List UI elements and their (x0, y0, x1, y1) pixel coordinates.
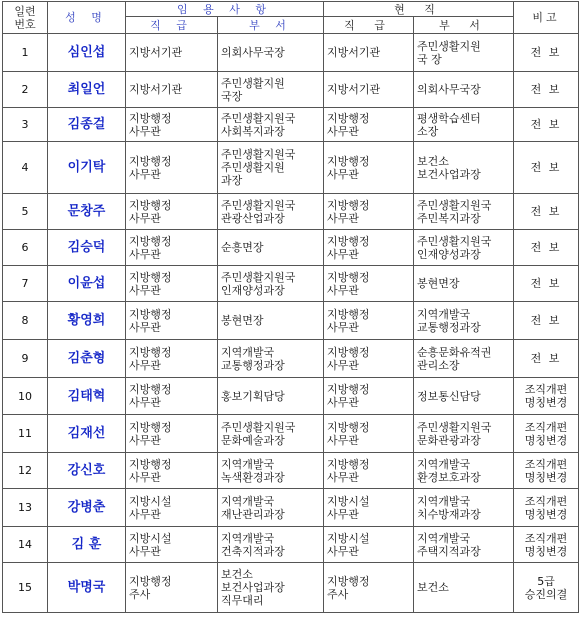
serial-number-cell: 2 (3, 72, 48, 108)
current-grade-cell: 지방행정 사무관 (324, 340, 414, 378)
note-cell: 5급 승진의결 (514, 563, 579, 613)
current-dept-cell: 주민생활지원국 인재양성과장 (414, 230, 514, 266)
header-note: 비고 (514, 2, 579, 34)
appointment-grade-cell: 지방행정 사무관 (126, 340, 218, 378)
current-grade-cell: 지방행정 사무관 (324, 142, 414, 194)
note-cell: 전 보 (514, 340, 579, 378)
table-row (3, 34, 579, 72)
appointment-dept-cell: 보건소 보건사업과장 직무대리 (218, 563, 324, 613)
table-row (3, 453, 579, 489)
appointment-dept-cell: 주민생활지원국 주민생활지원 과장 (218, 142, 324, 194)
header-appointment-grade: 직 급 (126, 17, 218, 34)
current-dept-cell: 의회사무국장 (414, 72, 514, 108)
note-cell: 전 보 (514, 142, 579, 194)
name-cell: 김승덕 (48, 230, 126, 266)
name-cell: 김태혁 (48, 378, 126, 415)
serial-number-cell: 5 (3, 194, 48, 230)
name-cell: 문창주 (48, 194, 126, 230)
table-row (3, 378, 579, 415)
appointment-grade-cell: 지방서기관 (126, 72, 218, 108)
appointment-dept-cell: 지역개발국 교통행정과장 (218, 340, 324, 378)
header-serial-number: 일련 번호 (3, 2, 48, 34)
appointment-grade-cell: 지방행정 사무관 (126, 302, 218, 340)
note-cell: 조직개편 명칭변경 (514, 415, 579, 453)
table-row (3, 72, 579, 108)
appointment-grade-cell: 지방행정 사무관 (126, 194, 218, 230)
table-row (3, 489, 579, 527)
appointment-grade-cell: 지방서기관 (126, 34, 218, 72)
header-appointment: 임 용 사 항 (126, 2, 324, 17)
current-dept-cell: 지역개발국 주택지적과장 (414, 527, 514, 563)
appointment-dept-cell: 지역개발국 녹색환경과장 (218, 453, 324, 489)
header-name: 성 명 (48, 2, 126, 34)
current-dept-cell: 지역개발국 치수방재과장 (414, 489, 514, 527)
serial-number-cell: 4 (3, 142, 48, 194)
current-dept-cell: 보건소 (414, 563, 514, 613)
serial-number-cell: 12 (3, 453, 48, 489)
current-grade-cell: 지방행정 사무관 (324, 302, 414, 340)
table-row (3, 340, 579, 378)
serial-number-cell: 3 (3, 108, 48, 142)
current-grade-cell: 지방서기관 (324, 34, 414, 72)
serial-number-cell: 7 (3, 266, 48, 302)
current-grade-cell: 지방시설 사무관 (324, 489, 414, 527)
personnel-table (2, 1, 579, 613)
current-dept-cell: 주민생활지원 국 장 (414, 34, 514, 72)
table-row (3, 302, 579, 340)
appointment-dept-cell: 봉현면장 (218, 302, 324, 340)
appointment-dept-cell: 지역개발국 건축지적과장 (218, 527, 324, 563)
table-row (3, 266, 579, 302)
name-cell: 황영희 (48, 302, 126, 340)
note-cell: 조직개편 명칭변경 (514, 489, 579, 527)
note-cell: 전 보 (514, 230, 579, 266)
name-cell: 심인섭 (48, 34, 126, 72)
current-dept-cell: 지역개발국 교통행정과장 (414, 302, 514, 340)
appointment-grade-cell: 지방행정 사무관 (126, 266, 218, 302)
serial-number-cell: 15 (3, 563, 48, 613)
appointment-dept-cell: 주민생활지원국 사회복지과장 (218, 108, 324, 142)
table-row (3, 415, 579, 453)
header-row-1 (3, 2, 579, 17)
appointment-grade-cell: 지방시설 사무관 (126, 489, 218, 527)
current-grade-cell: 지방행정 사무관 (324, 453, 414, 489)
serial-number-cell: 11 (3, 415, 48, 453)
name-cell: 박명국 (48, 563, 126, 613)
header-current-position: 현 직 (324, 2, 514, 17)
appointment-grade-cell: 지방행정 사무관 (126, 378, 218, 415)
note-cell: 전 보 (514, 302, 579, 340)
current-grade-cell: 지방행정 사무관 (324, 266, 414, 302)
appointment-dept-cell: 지역개발국 재난관리과장 (218, 489, 324, 527)
serial-number-cell: 10 (3, 378, 48, 415)
current-grade-cell: 지방행정 사무관 (324, 378, 414, 415)
current-grade-cell: 지방행정 사무관 (324, 230, 414, 266)
note-cell: 전 보 (514, 266, 579, 302)
current-dept-cell: 평생학습센터 소장 (414, 108, 514, 142)
note-cell: 조직개편 명칭변경 (514, 378, 579, 415)
appointment-grade-cell: 지방행정 주사 (126, 563, 218, 613)
header-current-grade: 직 급 (324, 17, 414, 34)
appointment-grade-cell: 지방행정 사무관 (126, 415, 218, 453)
appointment-grade-cell: 지방행정 사무관 (126, 230, 218, 266)
serial-number-cell: 6 (3, 230, 48, 266)
appointment-dept-cell: 주민생활지원국 관광산업과장 (218, 194, 324, 230)
table-row (3, 230, 579, 266)
appointment-grade-cell: 지방행정 사무관 (126, 142, 218, 194)
current-grade-cell: 지방시설 사무관 (324, 527, 414, 563)
note-cell: 전 보 (514, 34, 579, 72)
appointment-dept-cell: 순흥면장 (218, 230, 324, 266)
note-cell: 전 보 (514, 194, 579, 230)
current-grade-cell: 지방행정 사무관 (324, 108, 414, 142)
name-cell: 김춘형 (48, 340, 126, 378)
current-dept-cell: 주민생활지원국 주민복지과장 (414, 194, 514, 230)
current-dept-cell: 보건소 보건사업과장 (414, 142, 514, 194)
header-appointment-dept: 부 서 (218, 17, 324, 34)
current-dept-cell: 순흥문화유적권 관리소장 (414, 340, 514, 378)
name-cell: 김 훈 (48, 527, 126, 563)
appointment-dept-cell: 주민생활지원 국장 (218, 72, 324, 108)
header-current-dept: 부 서 (414, 17, 514, 34)
current-dept-cell: 지역개발국 환경보호과장 (414, 453, 514, 489)
appointment-grade-cell: 지방시설 사무관 (126, 527, 218, 563)
serial-number-cell: 14 (3, 527, 48, 563)
note-cell: 조직개편 명칭변경 (514, 527, 579, 563)
appointment-grade-cell: 지방행정 사무관 (126, 108, 218, 142)
name-cell: 김종걸 (48, 108, 126, 142)
appointment-dept-cell: 주민생활지원국 인재양성과장 (218, 266, 324, 302)
appointment-dept-cell: 주민생활지원국 문화예술과장 (218, 415, 324, 453)
current-grade-cell: 지방행정 사무관 (324, 415, 414, 453)
current-grade-cell: 지방행정 주사 (324, 563, 414, 613)
table-row (3, 194, 579, 230)
serial-number-cell: 13 (3, 489, 48, 527)
note-cell: 전 보 (514, 108, 579, 142)
name-cell: 이윤섭 (48, 266, 126, 302)
current-grade-cell: 지방행정 사무관 (324, 194, 414, 230)
name-cell: 최일언 (48, 72, 126, 108)
name-cell: 강신호 (48, 453, 126, 489)
table-row (3, 563, 579, 613)
note-cell: 전 보 (514, 72, 579, 108)
current-grade-cell: 지방서기관 (324, 72, 414, 108)
note-cell: 조직개편 명칭변경 (514, 453, 579, 489)
current-dept-cell: 정보통신담당 (414, 378, 514, 415)
table-row (3, 527, 579, 563)
name-cell: 김재선 (48, 415, 126, 453)
appointment-grade-cell: 지방행정 사무관 (126, 453, 218, 489)
serial-number-cell: 1 (3, 34, 48, 72)
current-dept-cell: 주민생활지원국 문화관광과장 (414, 415, 514, 453)
appointment-dept-cell: 의회사무국장 (218, 34, 324, 72)
appointment-dept-cell: 홍보기획담당 (218, 378, 324, 415)
name-cell: 강병춘 (48, 489, 126, 527)
name-cell: 이기탁 (48, 142, 126, 194)
current-dept-cell: 봉현면장 (414, 266, 514, 302)
serial-number-cell: 9 (3, 340, 48, 378)
table-row (3, 108, 579, 142)
table-row (3, 142, 579, 194)
serial-number-cell: 8 (3, 302, 48, 340)
